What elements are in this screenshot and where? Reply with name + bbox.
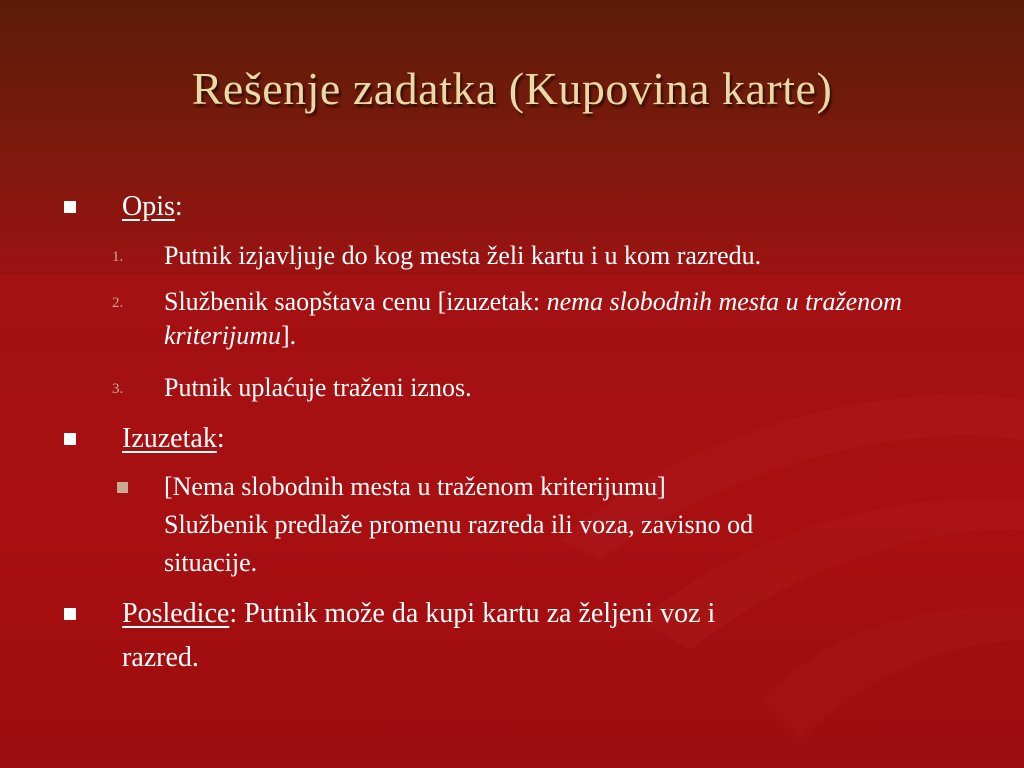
opis-colon: : (174, 191, 183, 222)
izuzetak-colon: : (216, 423, 225, 454)
step-3-text: Putnik uplaćuje traženi iznos. (164, 373, 472, 402)
izuzetak-heading (122, 421, 225, 457)
opis-label: Opis (122, 191, 175, 222)
izuzetak-item-line-1: [Nema slobodnih mesta u traženom kriterijumu] (164, 472, 666, 501)
step-1-text: Putnik izjavljuje do kog mesta želi kartu i u kom razredu. (164, 241, 762, 270)
step-2-text-before: Službenik saopštava cenu [izuzetak: (164, 287, 547, 316)
posledice-line-2: razred. (122, 642, 199, 673)
izuzetak-label: Izuzetak (122, 423, 217, 454)
posledice-label: Posledice (122, 598, 230, 629)
step-1-number: 1. (112, 249, 124, 265)
step-2-number: 2. (112, 295, 124, 311)
posledice-text-line-1: : Putnik može da kupi kartu za željeni voz i (229, 598, 716, 629)
step-2-text (164, 285, 964, 353)
posledice-line-1 (122, 596, 715, 632)
izuzetak-item-line-3: situacije. (164, 548, 258, 577)
slide-title: Rešenje zadatka (Kupovina karte) (191, 63, 833, 114)
izuzetak-item-line-2: Službenik predlaže promenu razreda ili voza, zavisno od (164, 510, 754, 539)
izuzetak-sub-bullet-marker (117, 482, 128, 493)
bullet-opis-marker (64, 201, 76, 213)
step-2-text-italic: nema slobodnih mesta u traženom kriterijumu (164, 287, 902, 350)
step-2-text-after: ]. (281, 321, 297, 350)
step-3-number: 3. (112, 381, 124, 397)
opis-heading (122, 189, 183, 225)
bullet-izuzetak-marker (64, 433, 76, 445)
bullet-posledice-marker (64, 608, 76, 620)
